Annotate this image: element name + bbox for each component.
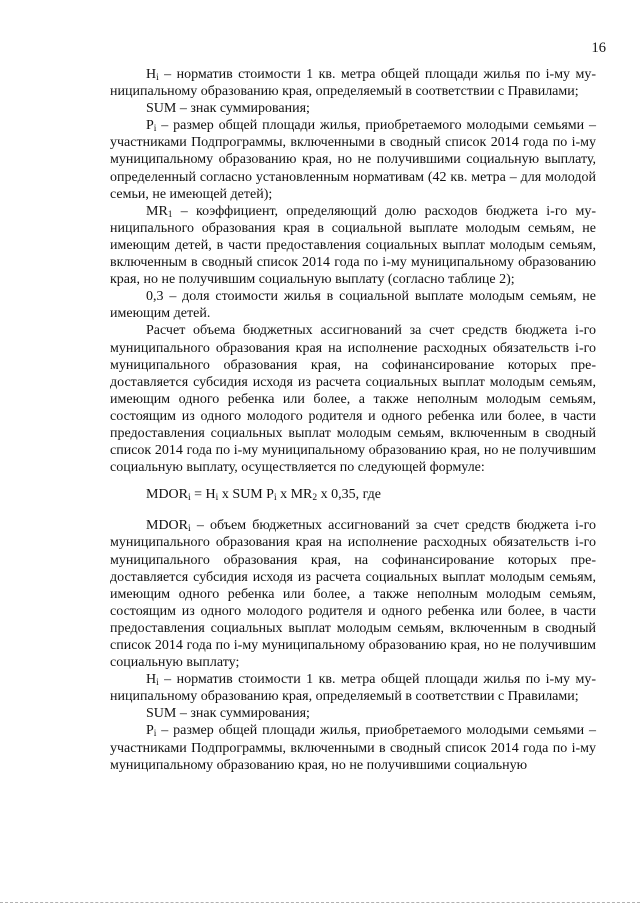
- term: SUM: [146, 706, 177, 722]
- definition-text: – знак суммирования;: [176, 706, 310, 722]
- formula: [110, 486, 596, 503]
- term: MDOR: [146, 518, 189, 534]
- definition-hi: [110, 66, 596, 100]
- definition-sum: [110, 100, 596, 117]
- definition-text: – знак суммирования;: [176, 101, 310, 117]
- definition-text: – размер общей площади жилья, приобретаемого молодыми семьями – участниками Подпрограммы, включенными в сводный список 2014 года по i-му муниципальному образованию края, но не получившими социальную: [110, 723, 596, 773]
- formula-subscript: i: [215, 493, 219, 504]
- formula-subscript: i: [188, 493, 191, 504]
- calculation-intro: [110, 322, 596, 476]
- page-number: 16: [591, 40, 606, 56]
- formula-part: MDOR: [146, 487, 189, 503]
- definition-pi: [110, 117, 596, 202]
- term-subscript: i: [188, 524, 191, 535]
- term: H: [146, 672, 157, 688]
- term-subscript: i: [156, 678, 159, 689]
- term-subscript: i: [156, 73, 159, 83]
- definition-share: [110, 288, 596, 322]
- term: P: [146, 118, 154, 134]
- term: P: [146, 723, 154, 739]
- definition-text: – коэффициент, определяющий долю расходов бюджета i-го муниципального образования края в социальной выплате молодым семьям, не имеющим детей, в части предоставления социальных выплат молодым семьям, включенным в сводный список 2014 года по i-му муниципальному образованию края, но не получившим социальную выплату (согласно таблице 2);: [110, 203, 596, 288]
- formula-part: x SUM P: [218, 487, 274, 503]
- formula-subscript: i: [273, 493, 277, 504]
- definition-sum-2: [110, 705, 596, 722]
- definition-hi-2: [110, 671, 596, 705]
- formula-part: x 0,35, где: [317, 487, 382, 503]
- term: SUM: [146, 101, 177, 117]
- formula-part: x MR: [276, 487, 313, 503]
- document-body: [110, 66, 596, 774]
- formula-subscript: 2: [312, 493, 318, 504]
- term-subscript: 1: [167, 209, 173, 220]
- definition-text: – норматив стоимости 1 кв. метра общей площади жилья по i-му муниципальному образованию края, определяемый в соответствии с Правилами;: [110, 67, 596, 100]
- formula-part: = H: [190, 487, 216, 503]
- definition-text: – размер общей площади жилья, приобретаемого молодыми семьями – участниками Подпрограммы, включенными в сводный список 2014 года по i-му муниципальному образованию края, но не получившими социальную выплату, определенный согласно установленным нормативам (42 кв. метра – для молодой семьи, не имеющей детей);: [110, 118, 596, 202]
- term-subscript: i: [153, 124, 157, 135]
- paragraph-text: Расчет объема бюджетных ассигнований за счет средств бюджета i-го муниципального образования края на исполнение расходных обязательств i-го муниципального образования края, на софинансирование которых предоставляется субсидия исходя из расчета социальных выплат молодым семьям, имеющим одного ребенка или более, а также неполным молодым семьям, состоящим из одного молодого родителя и одного ребенка или более, в части предоставления социальных выплат молодым семьям, включенным в сводный список 2014 года по i-му муниципальному образованию края, но не получившим социальную выплату, осуществляется по следующей формуле:: [110, 323, 596, 476]
- definition-mdori: [110, 517, 596, 671]
- definition-text: – объем бюджетных ассигнований за счет средств бюджета i-го муниципального образования края на исполнение расходных обязательств i-го муниципального образования края, на софинансирование которых предоставляется субсидия исходя из расчета социальных выплат молодым семьям, имеющим одного ребенка или более, а также неполным молодым семьям, состоящим из одного молодого родителя и одного ребенка или более, в части предоставления социальных выплат молодым семьям, включенным в сводный список 2014 года по i-му муниципальному образованию края, но не получившим социальную выплату;: [110, 518, 596, 671]
- definition-mr1: [110, 203, 596, 288]
- term-subscript: i: [153, 729, 157, 740]
- scan-edge-line: [0, 902, 640, 903]
- term: H: [146, 67, 157, 82]
- definition-pi-2: [110, 722, 596, 773]
- definition-text: – норматив стоимости 1 кв. метра общей площади жилья по i-му муниципальному образованию края, определяемый в соответствии с Правилами;: [110, 672, 596, 705]
- definition-text: 0,3 – доля стоимости жилья в социальной выплате молодым семьям, не имеющим детей.: [110, 289, 596, 322]
- term: MR: [146, 203, 168, 219]
